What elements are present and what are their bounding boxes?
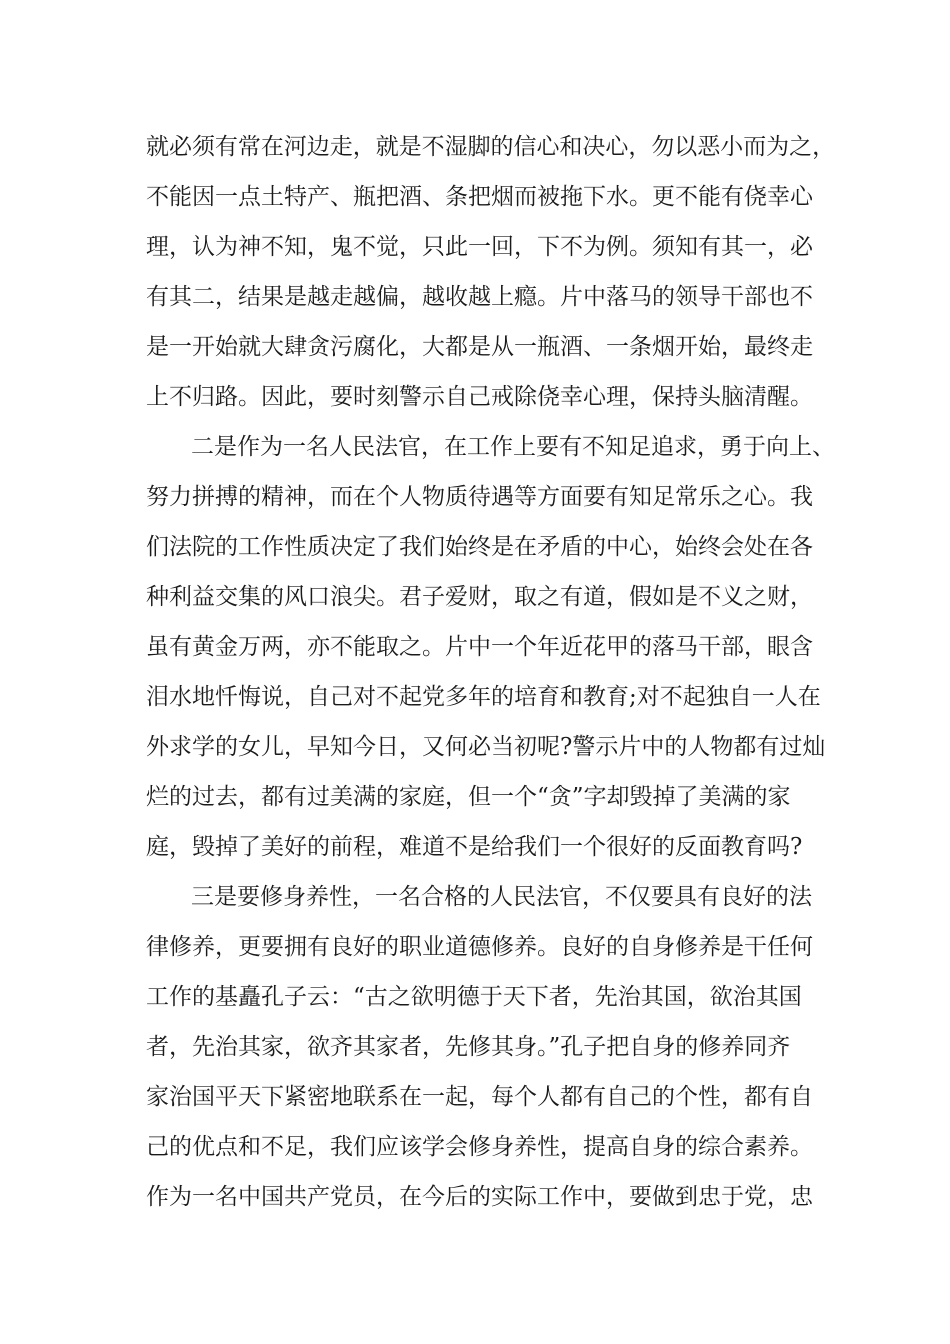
text-line: 是一开始就大肆贪污腐化，大都是从一瓶酒、一条烟开始，最终走	[146, 334, 813, 360]
text-line: 泪水地忏悔说，自己对不起党多年的培育和教育;对不起独自一人在	[146, 684, 821, 710]
text-line: 己的优点和不足，我们应该学会修身养性，提高自身的综合素养。	[146, 1134, 813, 1160]
text-line: 作为一名中国共产党员，在今后的实际工作中，要做到忠于党，忠	[146, 1184, 813, 1210]
text-line: 不能因一点土特产、瓶把酒、条把烟而被拖下水。更不能有侥幸心	[146, 184, 813, 210]
text-line: 外求学的女儿，早知今日，又何必当初呢?警示片中的人物都有过灿	[146, 734, 826, 760]
text-line: 律修养，更要拥有良好的职业道德修养。良好的自身修养是干任何	[146, 934, 813, 960]
text-line: 家治国平天下紧密地联系在一起，每个人都有自己的个性，都有自	[146, 1084, 813, 1110]
text-line: 上不归路。因此，要时刻警示自己戒除侥幸心理，保持头脑清醒。	[146, 384, 813, 410]
text-line: 工作的基矗孔子云：“古之欲明德于天下者，先治其国，欲治其国	[146, 984, 802, 1010]
paragraph-start-line: 三是要修身养性，一名合格的人民法官，不仅要具有良好的法	[191, 884, 812, 910]
text-line: 种利益交集的风口浪尖。君子爱财，取之有道，假如是不义之财，	[146, 584, 813, 610]
text-line: 理，认为神不知，鬼不觉，只此一回，下不为例。须知有其一，必	[146, 234, 813, 260]
text-line: 者，先治其家，欲齐其家者，先修其身。”孔子把自身的修养同齐	[146, 1034, 791, 1060]
text-line: 们法院的工作性质决定了我们始终是在矛盾的中心，始终会处在各	[146, 534, 813, 560]
text-line: 庭，毁掉了美好的前程，难道不是给我们一个很好的反面教育吗?	[146, 834, 803, 860]
text-line: 努力拼搏的精神，而在个人物质待遇等方面要有知足常乐之心。我	[146, 484, 813, 510]
paragraph-start-line: 二是作为一名人民法官，在工作上要有不知足追求，勇于向上、	[191, 434, 835, 460]
text-line: 虽有黄金万两，亦不能取之。片中一个年近花甲的落马干部，眼含	[146, 634, 813, 660]
text-line: 就必须有常在河边走，就是不湿脚的信心和决心，勿以恶小而为之，	[146, 134, 836, 160]
text-line: 烂的过去，都有过美满的家庭，但一个“贪”字却毁掉了美满的家	[146, 784, 791, 810]
text-line: 有其二，结果是越走越偏，越收越上瘾。片中落马的领导干部也不	[146, 284, 813, 310]
